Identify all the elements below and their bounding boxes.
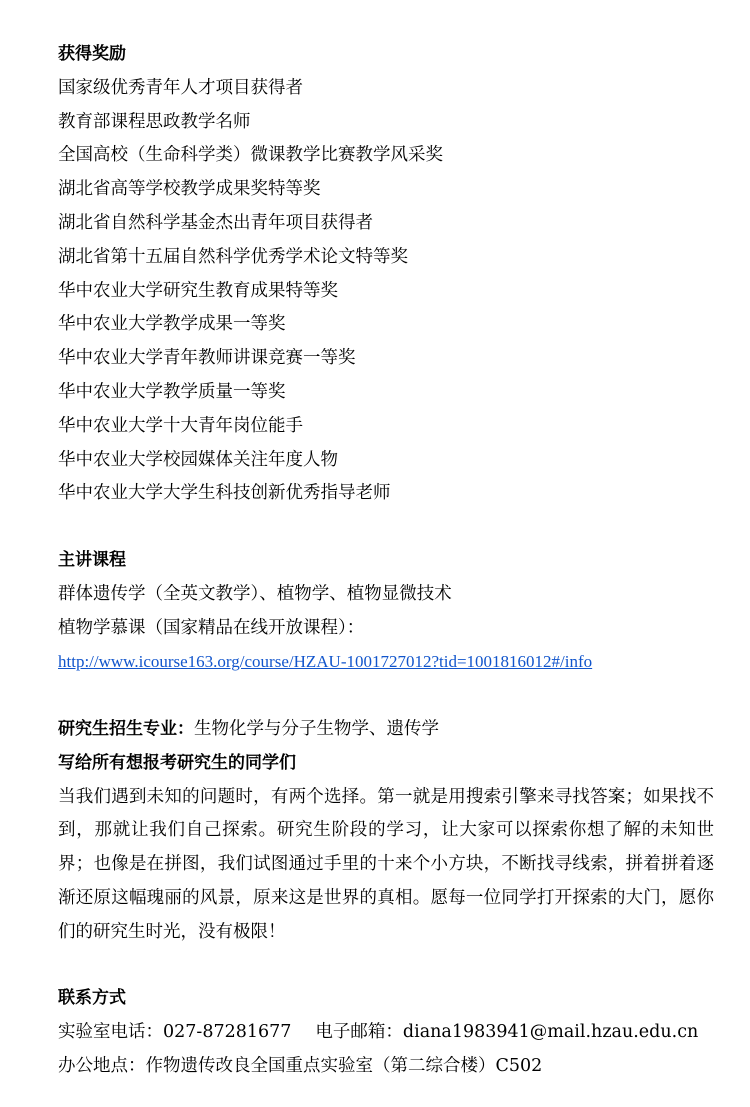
courses-heading: 主讲课程 (58, 550, 126, 570)
award-item: 湖北省高等学校教学成果奖特等奖 (58, 179, 321, 200)
awards-list (58, 72, 443, 511)
award-item: 湖北省自然科学基金杰出青年项目获得者 (58, 212, 373, 233)
mooc-course-link[interactable]: http://www.icourse163.org/course/HZAU-1001727012?tid=1001816012#/info (58, 652, 593, 672)
award-item: 教育部课程思政教学名师 (58, 111, 251, 132)
email-value: diana1983941@mail.hzau.edu.cn (402, 1021, 699, 1042)
contact-phone-email-line (58, 1016, 698, 1050)
recruit-majors-label: 研究生招生专业： (58, 719, 194, 739)
phone-value: 027-87281677 (163, 1021, 292, 1042)
contact-office-line (58, 1050, 698, 1084)
award-item: 华中农业大学教学质量一等奖 (58, 381, 286, 402)
award-item: 华中农业大学校园媒体关注年度人物 (58, 449, 338, 470)
courses-list-text: 群体遗传学（全英文教学）、植物学、植物显微技术 (58, 583, 452, 604)
mooc-course-text: 植物学慕课（国家精品在线开放课程）： (58, 617, 365, 638)
award-item: 华中农业大学十大青年岗位能手 (58, 415, 303, 436)
award-item: 华中农业大学研究生教育成果特等奖 (58, 280, 338, 301)
office-value: 作物遗传改良全国重点实验室（第二综合楼）C502 (145, 1055, 543, 1076)
contact-section (58, 982, 698, 1083)
award-item: 国家级优秀青年人才项目获得者 (58, 77, 303, 98)
email-label: 电子邮箱： (315, 1021, 403, 1042)
award-item: 华中农业大学青年教师讲课竞赛一等奖 (58, 348, 356, 369)
awards-heading: 获得奖励 (58, 44, 126, 64)
award-item: 华中农业大学教学成果一等奖 (58, 314, 286, 335)
letter-paragraph: 当我们遇到未知的问题时，有两个选择。第一就是用搜索引擎来寻找答案；如果找不到，那就让我们自己探索。研究生阶段的学习，让大家可以探索你想了解的未知世界；也像是在拼图，我们试图通过手里的十来个小方块，不断找寻线索，拼着拼着逐渐还原这幅瑰丽的风景，原来这是世界的真相。愿每一位同学打开探索的大门，愿你们的研究生时光，没有极限！ (58, 786, 714, 942)
recruit-majors-value: 生物化学与分子生物学、遗传学 (194, 719, 439, 739)
letter-heading: 写给所有想报考研究生的同学们 (58, 752, 296, 773)
award-item: 华中农业大学大学生科技创新优秀指导老师 (58, 483, 391, 504)
award-item: 湖北省第十五届自然科学优秀学术论文特等奖 (58, 246, 408, 267)
courses-section (58, 544, 592, 680)
recruit-section (58, 713, 714, 950)
recruit-majors-line (58, 713, 714, 747)
award-item: 全国高校（生命科学类）微课教学比赛教学风采奖 (58, 145, 443, 166)
phone-label: 实验室电话： (58, 1021, 163, 1042)
contact-heading: 联系方式 (58, 988, 126, 1008)
office-label: 办公地点： (58, 1055, 146, 1076)
awards-section (58, 38, 443, 511)
